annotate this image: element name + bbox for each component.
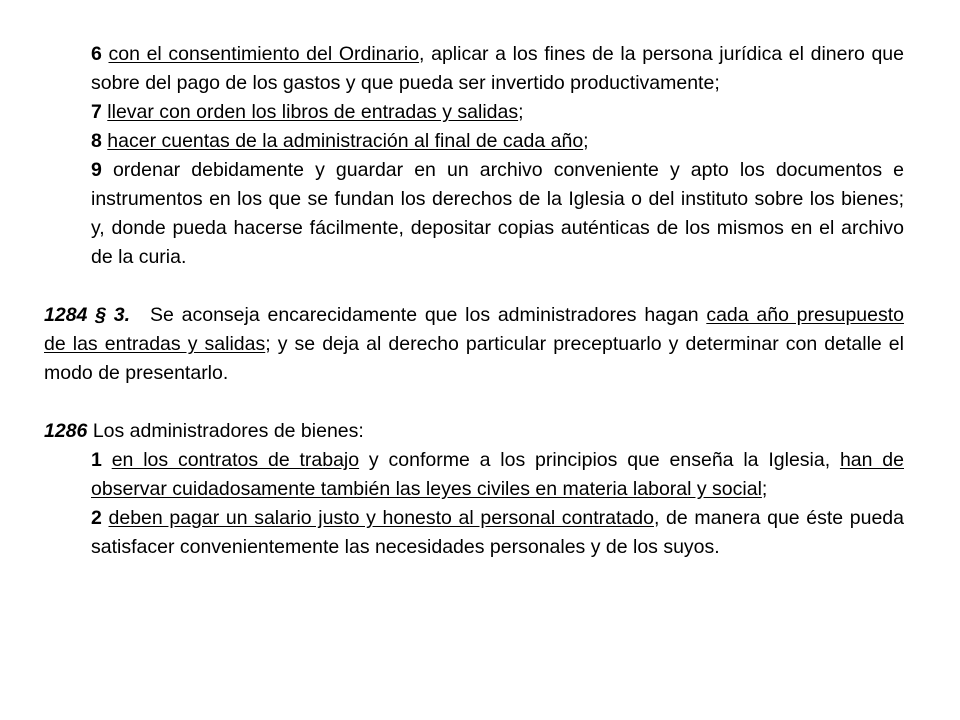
item-text: ordenar debidamente y guardar en un archivo conveniente y apto los documentos e instrumentos en los que se fundan los derechos de la Iglesia o del instituto sobre los bienes; y, donde pueda hacerse fácilmente, depositar copias auténticas de los mismos en el archivo de la curia.	[91, 159, 904, 268]
canon-1286-item-2	[44, 504, 904, 562]
item-text: ;	[518, 101, 524, 123]
canon-1284-paragraph	[44, 301, 904, 388]
underlined-phrase: en los contratos de trabajo	[111, 449, 360, 471]
underlined-phrase: deben pagar un salario justo y honesto al personal contratado	[108, 507, 654, 529]
list-item-8	[44, 127, 904, 156]
item-text: , aplicar a los fines de la persona jurídica el dinero que sobre del pago de los gastos y que pueda ser invertido productivamente;	[91, 43, 904, 94]
item-text: ;	[583, 130, 589, 152]
underlined-phrase: han de observar cuidadosamente también las leyes civiles en materia laboral y social	[91, 449, 904, 500]
item-text: , de manera que éste pueda satisfacer convenientemente las necesidades personales y de los suyos.	[91, 507, 904, 558]
canon-1286-heading	[44, 417, 904, 446]
item-number: 1	[91, 449, 102, 471]
item-number: 8	[91, 130, 102, 152]
item-number: 6	[91, 43, 102, 65]
item-text: ;	[761, 478, 768, 500]
paragraph-gap	[44, 388, 904, 417]
canon-reference: 1284 § 3.	[44, 304, 131, 326]
list-item-7	[44, 98, 904, 127]
underlined-phrase: llevar con orden los libros de entradas y salidas	[107, 101, 519, 123]
paragraph-gap	[44, 272, 904, 301]
underlined-phrase: con el consentimiento del Ordinario	[108, 43, 420, 65]
canon-1286-item-1	[44, 446, 904, 504]
underlined-phrase: hacer cuentas de la administración al final de cada año	[107, 130, 584, 152]
underlined-phrase: cada año presupuesto de las entradas y salidas	[44, 304, 905, 355]
item-text: y conforme a los principios que enseña la Iglesia,	[359, 449, 840, 471]
canon-text: ; y se deja al derecho particular preceptuarlo y determinar con detalle el modo de presentarlo.	[44, 333, 904, 384]
item-number: 2	[91, 507, 102, 529]
canon-intro: Los administradores de bienes:	[92, 420, 364, 442]
canon-text: Se aconseja encarecidamente que los administradores hagan	[150, 304, 707, 326]
list-item-9	[44, 156, 904, 272]
canon-reference: 1286	[44, 420, 88, 442]
item-number: 7	[91, 101, 102, 123]
list-item-6	[44, 40, 904, 98]
document-slide	[44, 40, 904, 562]
item-number: 9	[91, 159, 102, 181]
